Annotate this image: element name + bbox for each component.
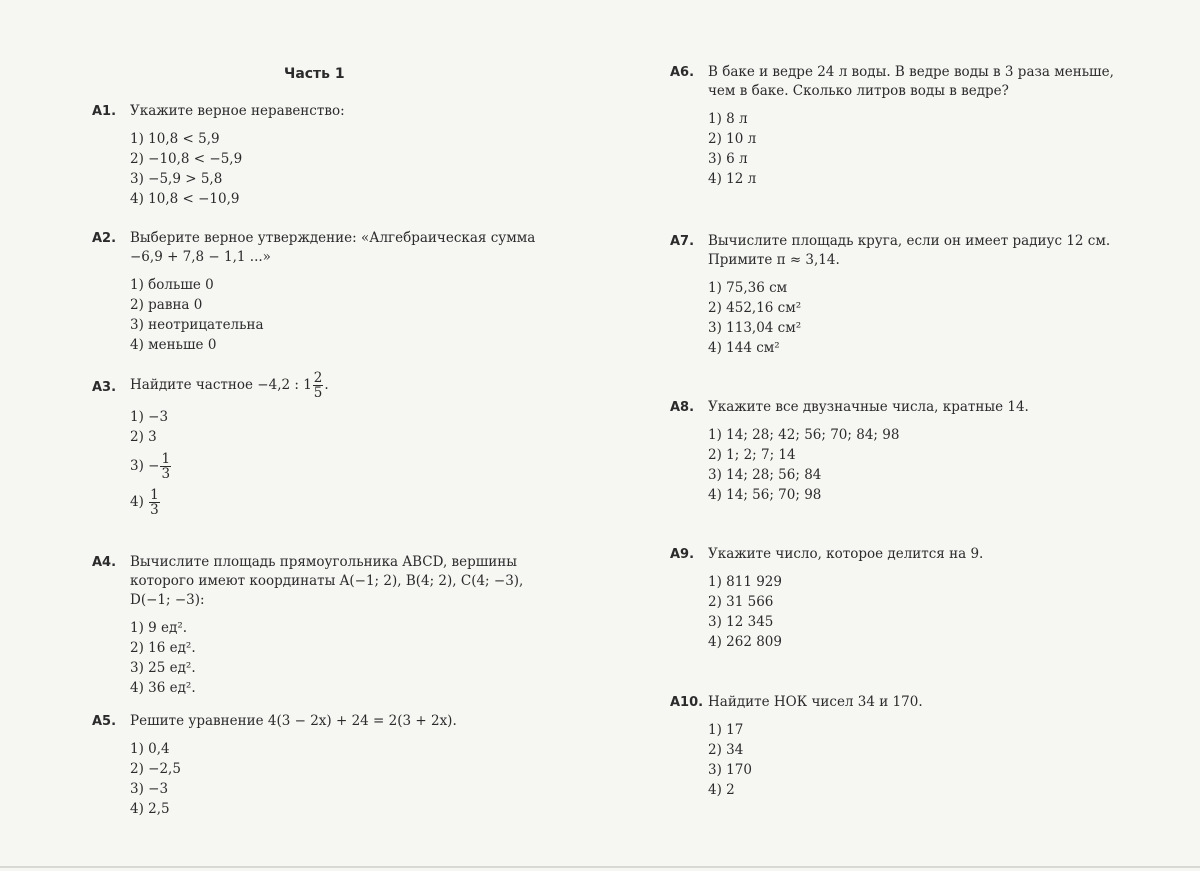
- answer-option: 3) 6 л: [708, 151, 748, 167]
- question-stem: [130, 553, 572, 610]
- answer-option: 3) 25 ед².: [130, 660, 196, 676]
- fraction-denominator: 3: [150, 501, 159, 518]
- answer-option: 4) меньше 0: [130, 337, 217, 353]
- question-stem-line: которого имеют координаты A(−1; 2), B(4; 2), C(4; −3),: [130, 573, 524, 589]
- question-a1: [92, 102, 562, 210]
- question-a5: [92, 712, 562, 820]
- question-a2: [92, 229, 562, 356]
- fraction-denominator: 3: [161, 465, 171, 482]
- answer-option: 4) 2,5: [130, 801, 170, 817]
- answer-options: [130, 740, 562, 820]
- question-number: A10.: [670, 695, 704, 710]
- answer-option: 2) 16 ед².: [130, 640, 196, 656]
- answer-options: [708, 426, 1170, 506]
- question-a3: [92, 371, 562, 520]
- answer-option: 3) 14; 28; 56; 84: [708, 467, 822, 483]
- answer-options: [708, 110, 1170, 190]
- answer-option: 2) 1; 2; 7; 14: [708, 447, 796, 463]
- answer-option: 1) 0,4: [130, 741, 170, 757]
- answer-option: 4) 36 ед².: [130, 680, 196, 696]
- question-number: A7.: [670, 234, 695, 249]
- answer-option: 4) 10,8 < −10,9: [130, 191, 240, 207]
- answer-options: [130, 619, 572, 699]
- question-stem: [130, 371, 562, 400]
- question-stem: [708, 63, 1170, 101]
- answer-options: [130, 408, 562, 520]
- answer-option: [130, 484, 562, 520]
- answer-option: 2) 31 566: [708, 594, 774, 610]
- answer-option: 1) 10,8 < 5,9: [130, 131, 220, 147]
- question-a4: [92, 553, 572, 699]
- question-stem: Решите уравнение 4(3 − 2x) + 24 = 2(3 + 2x).: [130, 713, 457, 729]
- question-a6: [670, 63, 1170, 190]
- question-stem-line: чем в баке. Сколько литров воды в ведре?: [708, 83, 1009, 99]
- question-stem-line: Вычислите площадь прямоугольника ABCD, вершины: [130, 554, 518, 570]
- answer-option: 3) 113,04 см²: [708, 320, 802, 336]
- question-number: A4.: [92, 555, 117, 570]
- question-stem: Найдите НОК чисел 34 и 170.: [708, 694, 923, 710]
- answer-option: 2) 10 л: [708, 131, 757, 147]
- answer-option: 1) 8 л: [708, 111, 748, 127]
- answer-option: 4) 12 л: [708, 171, 757, 187]
- part-title: Часть 1: [284, 66, 345, 82]
- question-number: A9.: [670, 547, 695, 562]
- question-stem-line: В баке и ведре 24 л воды. В ведре воды в 3 раза меньше,: [708, 64, 1114, 80]
- question-stem-line: −6,9 + 7,8 − 1,1 ...»: [130, 249, 271, 265]
- answer-option: 3) −5,9 > 5,8: [130, 171, 223, 187]
- answer-options: [130, 130, 562, 210]
- answer-option: 3) 170: [708, 762, 752, 778]
- answer-options: [130, 276, 562, 356]
- fraction-numerator: 2: [313, 370, 323, 386]
- question-a9: [670, 545, 1170, 653]
- scan-edge-divider: [0, 866, 1200, 868]
- fraction: [313, 371, 324, 400]
- question-stem: Укажите все двузначные числа, кратные 14.: [708, 399, 1029, 415]
- question-a8: [670, 398, 1170, 506]
- question-a10: [670, 693, 1170, 801]
- question-stem-line: Вычислите площадь круга, если он имеет радиус 12 см.: [708, 233, 1111, 249]
- fraction-denominator: 5: [313, 385, 323, 401]
- question-number: A3.: [92, 380, 117, 395]
- question-number: A5.: [92, 714, 117, 729]
- answer-option-label: 3) −: [130, 457, 160, 474]
- question-stem: [130, 229, 562, 267]
- question-stem-text: Найдите частное −4,2 : 1: [130, 377, 312, 393]
- question-a7: [670, 232, 1170, 359]
- answer-option: [130, 448, 562, 484]
- fraction: [160, 452, 171, 481]
- answer-options: [708, 573, 1170, 653]
- answer-option: 1) −3: [130, 409, 169, 425]
- question-stem: Укажите верное неравенство:: [130, 103, 345, 119]
- answer-option: 1) 17: [708, 722, 744, 738]
- answer-option: 2) 34: [708, 742, 744, 758]
- fraction: [149, 488, 160, 517]
- answer-option: 2) −10,8 < −5,9: [130, 151, 243, 167]
- fraction-numerator: 1: [161, 450, 171, 467]
- answer-option: 2) −2,5: [130, 761, 181, 777]
- answer-option: 3) 12 345: [708, 614, 774, 630]
- question-stem-line: Выберите верное утверждение: «Алгебраическая сумма: [130, 230, 536, 246]
- question-stem-text: .: [324, 377, 329, 393]
- answer-option: 1) больше 0: [130, 277, 214, 293]
- fraction-numerator: 1: [150, 486, 159, 503]
- question-number: A2.: [92, 231, 117, 246]
- answer-option: 4) 144 см²: [708, 340, 780, 356]
- question-stem-line: Примите π ≈ 3,14.: [708, 252, 840, 268]
- answer-option: 3) неотрицательна: [130, 317, 264, 333]
- answer-option: 4) 14; 56; 70; 98: [708, 487, 822, 503]
- answer-option: 1) 811 929: [708, 574, 782, 590]
- question-number: A6.: [670, 65, 695, 80]
- answer-option: 2) равна 0: [130, 297, 203, 313]
- answer-option: 1) 14; 28; 42; 56; 70; 84; 98: [708, 427, 900, 443]
- answer-option: 4) 262 809: [708, 634, 782, 650]
- answer-option: 1) 9 ед².: [130, 620, 188, 636]
- answer-option-label: 4): [130, 493, 144, 510]
- answer-option: 3) −3: [130, 781, 169, 797]
- question-number: A8.: [670, 400, 695, 415]
- answer-option: 2) 3: [130, 429, 157, 445]
- answer-option: 2) 452,16 см²: [708, 300, 802, 316]
- answer-option: 1) 75,36 см: [708, 280, 788, 296]
- question-stem-line: D(−1; −3):: [130, 592, 205, 608]
- question-number: A1.: [92, 104, 117, 119]
- question-stem: Укажите число, которое делится на 9.: [708, 546, 984, 562]
- question-stem: [708, 232, 1170, 270]
- answer-option: 4) 2: [708, 782, 735, 798]
- answer-options: [708, 279, 1170, 359]
- answer-options: [708, 721, 1170, 801]
